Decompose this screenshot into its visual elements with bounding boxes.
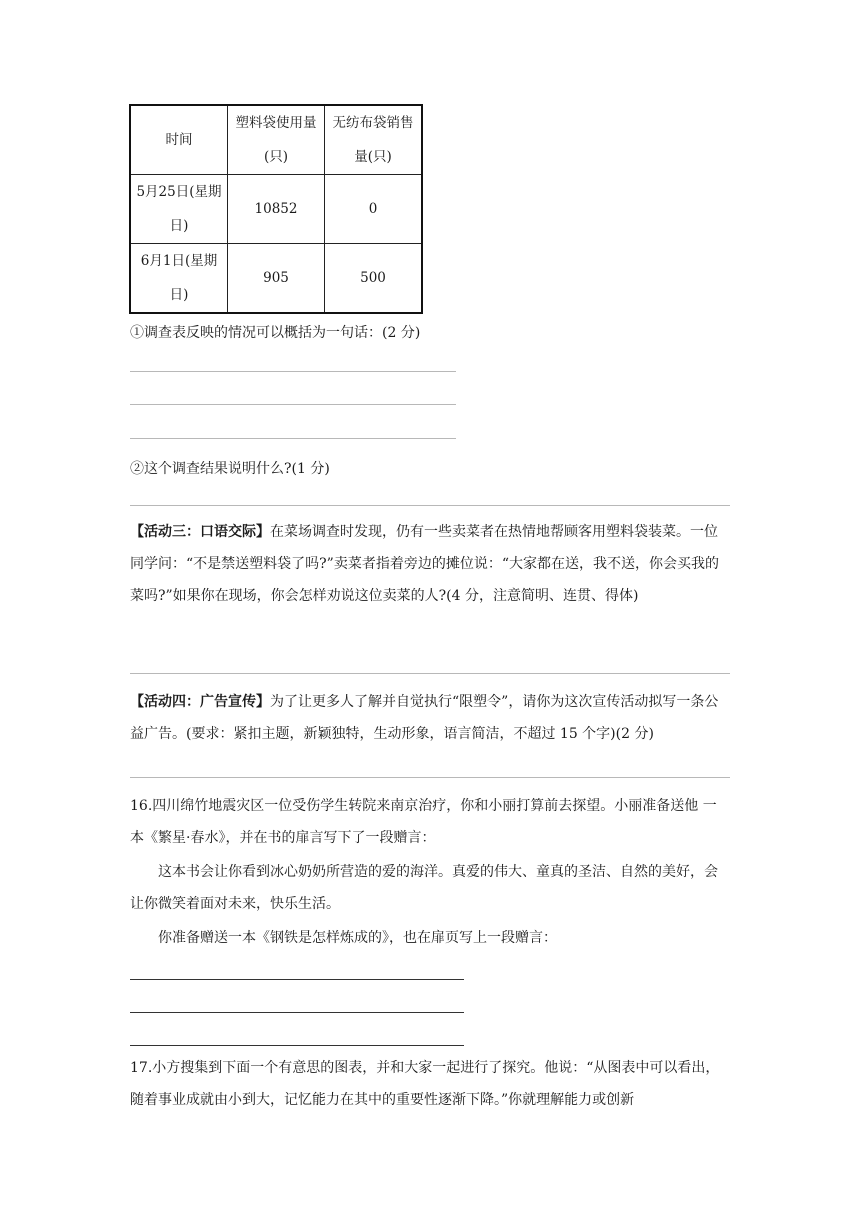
answer-line[interactable]: [130, 505, 730, 506]
header-time: 时间: [130, 105, 228, 175]
activity-4-title: 【活动四：广告宣传】: [130, 694, 270, 710]
question-16-prompt: 你准备赠送一本《钢铁是怎样炼成的》，也在扉页写上一段赠言：: [158, 930, 557, 946]
header-plastic: 塑料袋使用量(只): [228, 105, 325, 175]
survey-table: [129, 104, 423, 314]
row2-date: 6月1日(星期日): [130, 244, 228, 314]
answer-line[interactable]: [130, 777, 730, 778]
answer-line[interactable]: [130, 371, 456, 372]
row1-date: 5月25日(星期日): [130, 175, 228, 244]
answer-line[interactable]: [130, 979, 464, 980]
activity-3-text: 在菜场调查时发现，仍有一些卖菜者在热情地帮顾客用塑料袋装菜。一位同学问：“不是禁送塑料袋了吗?”卖菜者指着旁边的摊位说：“大家都在送，我不送，你会买我的菜吗?”如果你在现场，你会怎样劝说这位卖菜的人?(4 分，注意简明、连贯、得体): [130, 524, 719, 604]
row1-nonwoven: 0: [325, 175, 423, 244]
question-16-quote: 这本书会让你看到冰心奶奶所营造的爱的海洋。真爱的伟大、童真的圣洁、自然的美好，会让你微笑着面对未来，快乐生活。: [130, 864, 718, 912]
answer-line[interactable]: [130, 673, 730, 674]
question-2: ②这个调查结果说明什么?(1 分): [130, 461, 330, 477]
row2-nonwoven: 500: [325, 244, 423, 314]
activity-4-text: 为了让更多人了解并自觉执行“限塑令”，请你为这次宣传活动拟写一条公益广告。(要求：紧扣主题，新颖独特，生动形象，语言简洁，不超过 15 个字)(2 分): [130, 694, 719, 742]
answer-line[interactable]: [130, 438, 456, 439]
question-16-intro: 16.四川绵竹地震灾区一位受伤学生转院来南京治疗，你和小丽打算前去探望。小丽准备送他 一本《繁星·春水》，并在书的扉言写下了一段赠言：: [130, 798, 717, 846]
answer-line[interactable]: [130, 1012, 464, 1013]
row2-plastic: 905: [228, 244, 325, 314]
question-1: ①调查表反映的情况可以概括为一句话：(2 分): [130, 325, 421, 341]
activity-3: [130, 516, 730, 612]
answer-line[interactable]: [130, 1045, 464, 1046]
header-nonwoven: 无纺布袋销售量(只): [325, 105, 423, 175]
answer-line[interactable]: [130, 404, 456, 405]
activity-3-title: 【活动三：口语交际】: [130, 524, 270, 540]
row1-plastic: 10852: [228, 175, 325, 244]
question-17: 17.小方搜集到下面一个有意思的图表，并和大家一起进行了探究。他说：“从图表中可以看出，随着事业成就由小到大，记忆能力在其中的重要性逐渐下降。”你就理解能力或创新: [130, 1060, 720, 1108]
activity-4: [130, 686, 730, 750]
